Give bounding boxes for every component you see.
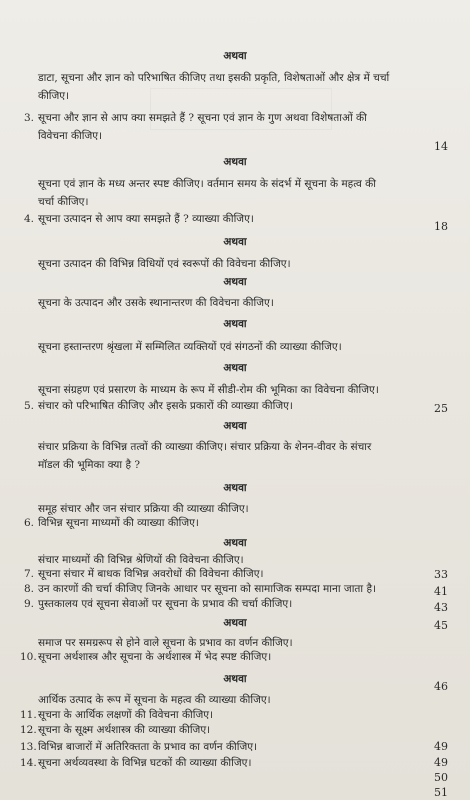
question-text: संचार को परिभाषित कीजिए और इसके प्रकारों की व्याख्या कीजिए।: [38, 400, 293, 412]
separator-athva: अथवा: [223, 537, 247, 549]
question-number: 13.: [20, 741, 37, 753]
question-text: सूचना उत्पादन की विभिन्न विधियों एवं स्वरूपों की विवेचना कीजिए।: [38, 258, 291, 270]
separator-athva: अथवा: [223, 482, 247, 494]
question-text: आर्थिक उत्पाद के रूप में सूचना के महत्व की व्याख्या कीजिए।: [38, 694, 271, 706]
question-text: सूचना के आर्थिक लक्षणों की विवेचना कीजिए।: [38, 709, 214, 721]
question-text: सूचना और ज्ञान से आप क्या समझते हैं ? सूचना एवं ज्ञान के गुण अथवा विशेषताओं की: [38, 112, 367, 124]
question-number: 5.: [24, 400, 35, 412]
page-number: 25: [434, 402, 448, 415]
page-number: 49: [434, 740, 448, 753]
question-text: सूचना एवं ज्ञान के मध्य अन्तर स्पष्ट कीजिए। वर्तमान समय के संदर्भ में सूचना के महत्व की: [38, 178, 376, 190]
page-number: 45: [434, 619, 448, 632]
question-number: 6.: [24, 517, 35, 529]
question-text: उन कारणों की चर्चा कीजिए जिनके आधार पर सूचना को सामाजिक सम्पदा माना जाता है।: [38, 583, 377, 595]
separator-athva: अथवा: [223, 276, 247, 288]
question-text: संचार प्रक्रिया के विभिन्न तत्वों की व्याख्या कीजिए। संचार प्रक्रिया के शेनन-वीवर के संचार: [38, 441, 372, 453]
question-text: पुस्तकालय एवं सूचना सेवाओं पर सूचना के प्रभाव की चर्चा कीजिए।: [38, 598, 293, 610]
page-number: 49: [434, 756, 448, 769]
question-text: डाटा, सूचना और ज्ञान को परिभाषित कीजिए तथा इसकी प्रकृति, विशेषताओं और क्षेत्र में चर्चा: [38, 72, 390, 84]
separator-athva: अथवा: [223, 420, 247, 432]
page-number: 46: [434, 680, 448, 693]
page-number: 18: [434, 220, 448, 233]
question-number: 12.: [20, 724, 37, 736]
question-text: सूचना के उत्पादन और उसके स्थानान्तरण की विवेचना कीजिए।: [38, 297, 274, 309]
question-text: सूचना के सूक्ष्म अर्थशास्त्र की व्याख्या कीजिए।: [38, 724, 211, 736]
question-text: सूचना संग्रहण एवं प्रसारण के माध्यम के रूप में सीडी-रोम की भूमिका का विवेचना कीजिए।: [38, 384, 379, 396]
question-number: 14.: [20, 757, 37, 769]
question-text: सूचना संचार में बाधक विभिन्न अवरोधों की विवेचना कीजिए।: [38, 568, 264, 580]
question-text: मॉडल की भूमिका क्या है ?: [38, 459, 141, 471]
question-text: सूचना हस्तान्तरण श्रृंखला में सम्मिलित व्यक्तियों एवं संगठनों की व्याख्या कीजिए।: [38, 341, 342, 353]
question-text: कीजिए।: [38, 90, 70, 102]
question-number: 11.: [20, 709, 37, 721]
question-number: 8.: [24, 583, 35, 595]
question-text: विवेचना कीजिए।: [38, 130, 103, 142]
page-number: 43: [434, 601, 448, 614]
question-number: 9.: [24, 598, 35, 610]
page-number: 41: [434, 585, 448, 598]
separator-athva: अथवा: [223, 318, 247, 330]
question-text: संचार माध्यमों की विभिन्न श्रेणियों की विवेचना कीजिए।: [38, 554, 244, 566]
question-number: 7.: [24, 568, 35, 580]
page-number: 33: [434, 568, 448, 581]
separator-athva: अथवा: [223, 156, 247, 168]
page-number: 14: [434, 140, 448, 153]
separator-athva: अथवा: [223, 236, 247, 248]
question-text: सूचना अर्थशास्त्र और सूचना के अर्थशास्त्र में भेद स्पष्ट कीजिए।: [38, 651, 272, 663]
question-text: विभिन्न सूचना माध्यमों की व्याख्या कीजिए।: [38, 517, 199, 529]
question-number: 4.: [24, 213, 35, 225]
question-text: समूह संचार और जन संचार प्रक्रिया की व्याख्या कीजिए।: [38, 503, 249, 515]
separator-athva: अथवा: [223, 673, 247, 685]
question-text: सूचना अर्थव्यवस्था के विभिन्न घटकों की व्याख्या कीजिए।: [38, 757, 252, 769]
page-number: 51: [434, 786, 448, 799]
separator-athva: अथवा: [223, 617, 247, 629]
separator-athva: अथवा: [223, 362, 247, 374]
question-text: समाज पर समग्ररूप से होने वाले सूचना के प्रभाव का वर्णन कीजिए।: [38, 637, 293, 649]
question-text: चर्चा कीजिए।: [38, 196, 89, 208]
question-number: 10.: [20, 651, 37, 663]
question-text: विभिन्न बाजारों में अतिरिक्तता के प्रभाव का वर्णन कीजिए।: [38, 741, 258, 753]
page-number: 50: [434, 771, 448, 784]
question-text: सूचना उत्पादन से आप क्या समझते हैं ? व्याख्या कीजिए।: [38, 213, 254, 225]
separator-athva: अथवा: [223, 50, 247, 62]
question-number: 3.: [24, 112, 35, 124]
